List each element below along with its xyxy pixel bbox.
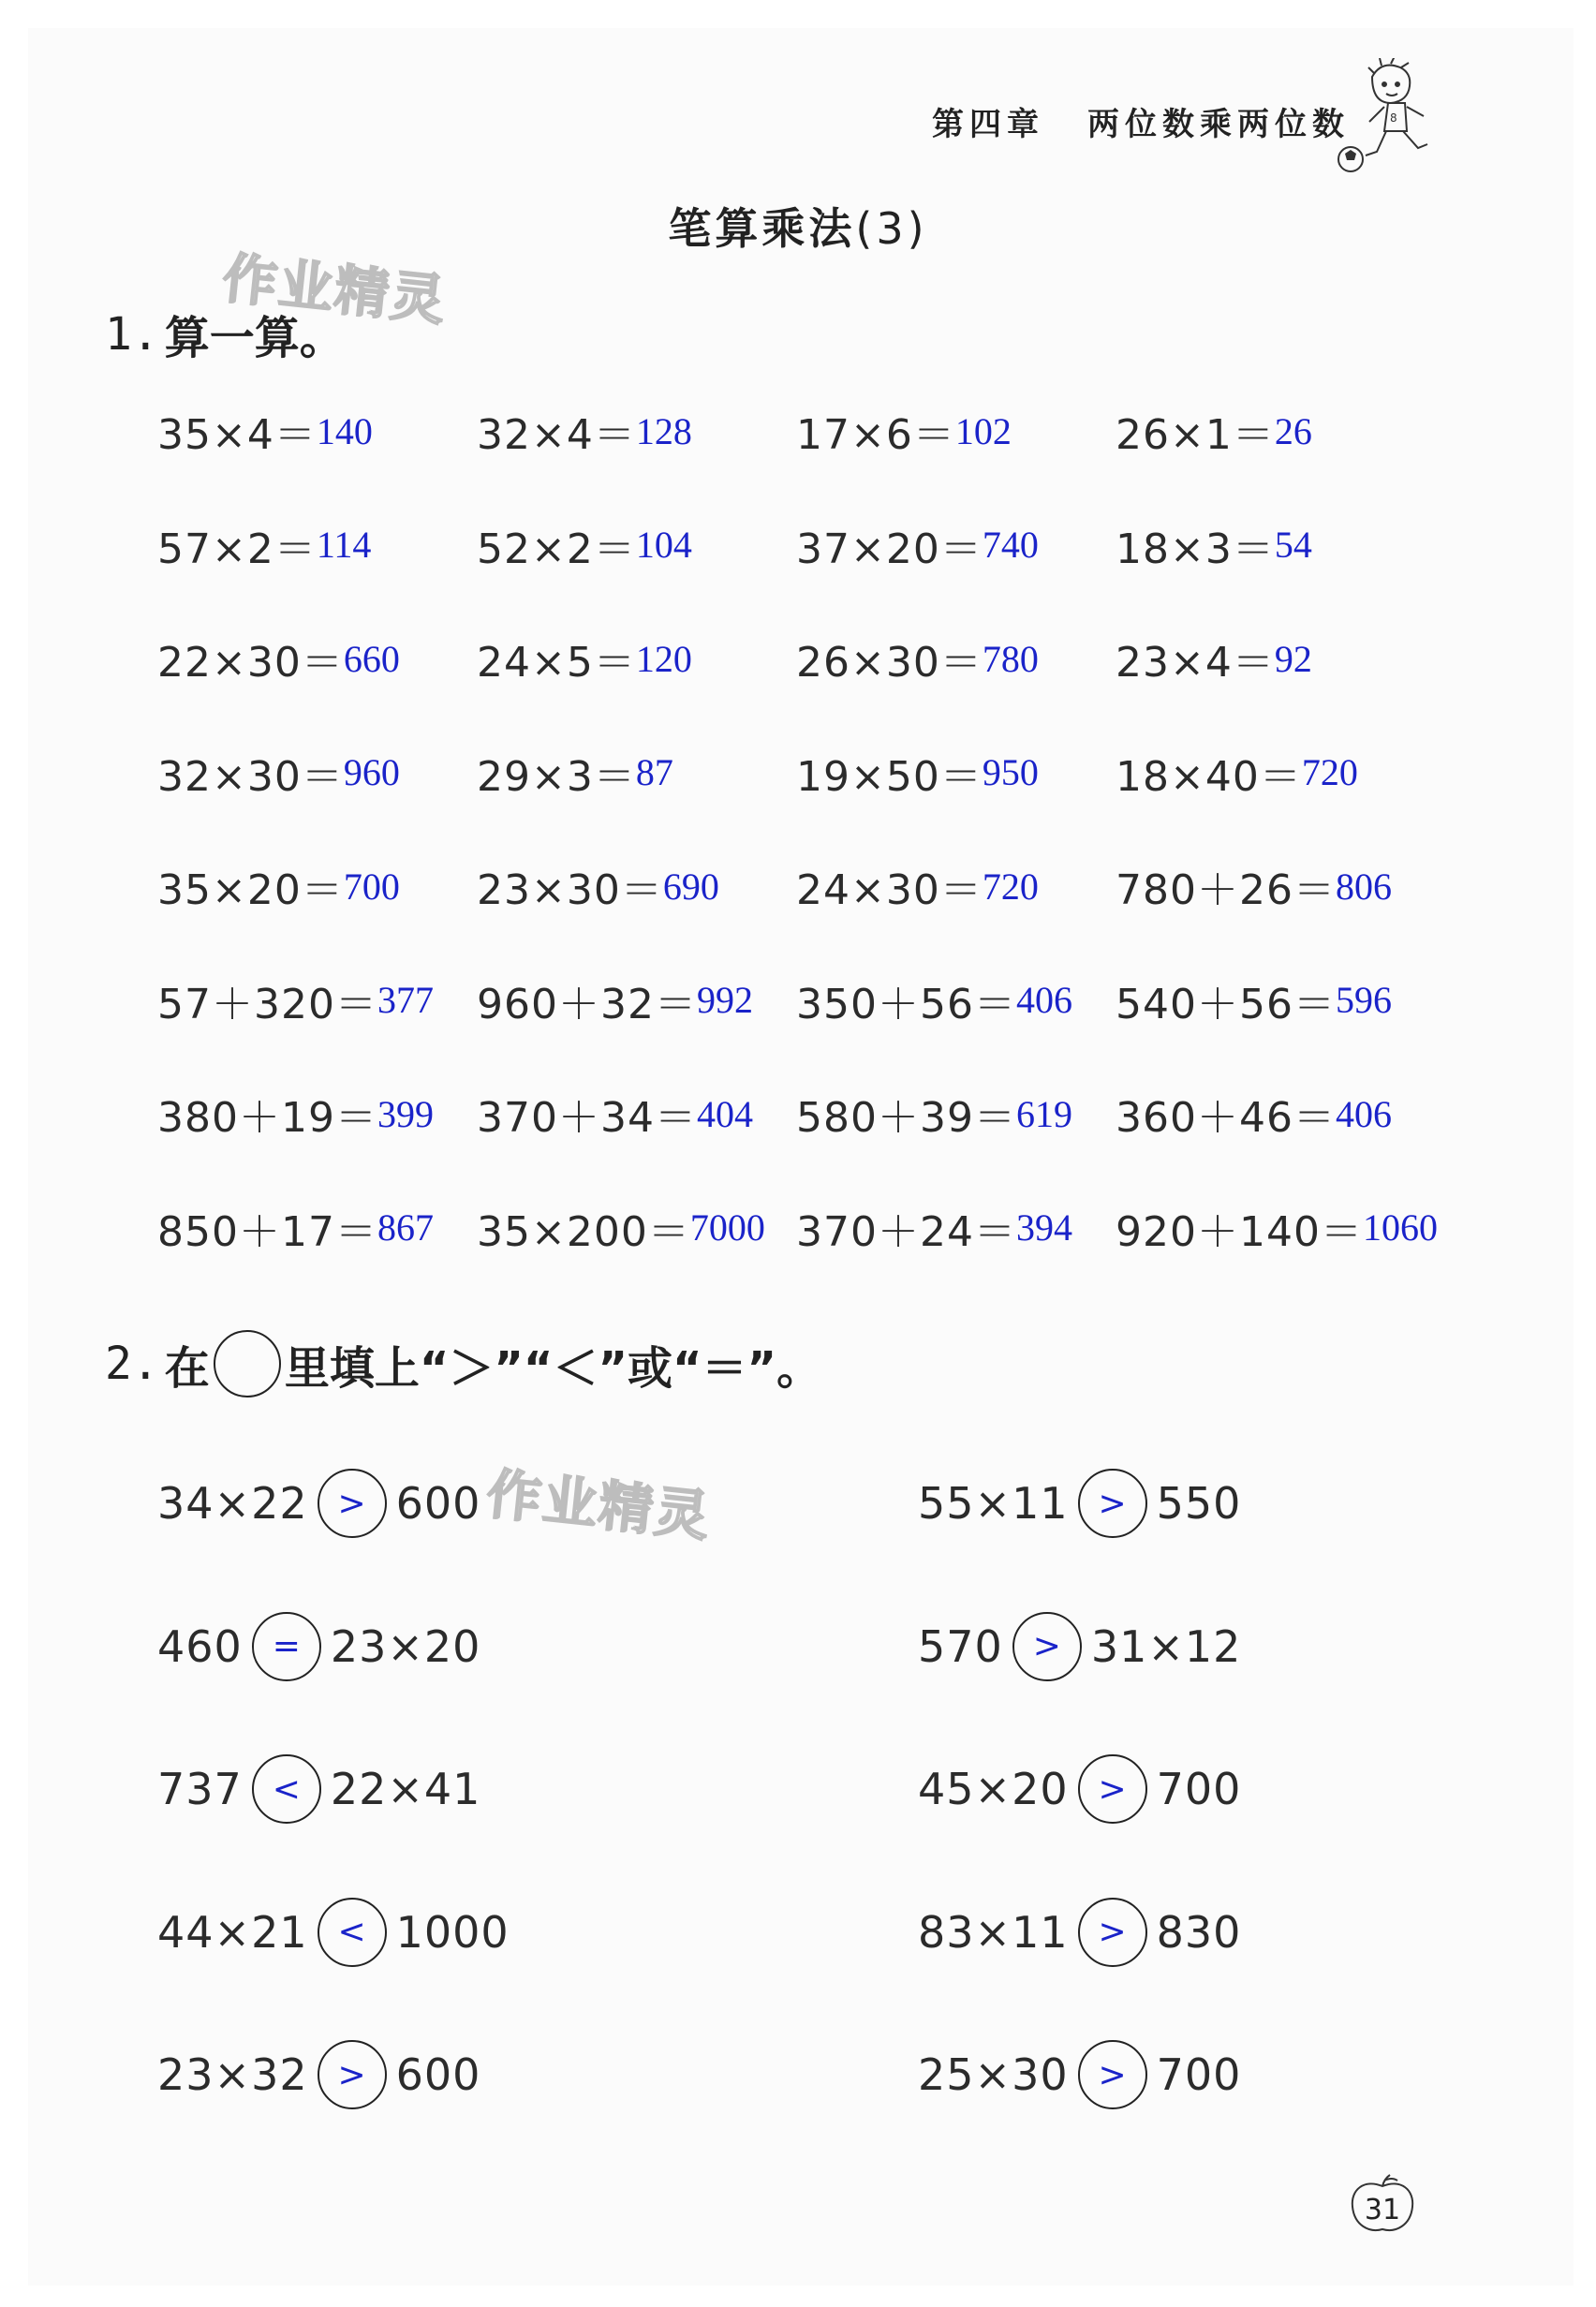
calc-answer: 780 [982,637,1039,680]
calc-expression: 350＋56＝ [796,980,1016,1028]
calc-expression: 580＋39＝ [796,1094,1016,1142]
calc-answer: 404 [696,1092,753,1135]
calc-answer: 1060 [1362,1206,1438,1249]
calc-item [1116,1086,1469,1142]
calc-item [796,745,1116,801]
comparison-sign-circle: = [252,1612,321,1681]
section1-number: 1. [105,307,159,361]
section2-label-after: 里填上“＞”“＜”或“＝”。 [284,1341,822,1395]
calc-answer: 700 [343,865,400,908]
calc-item [796,1200,1116,1256]
comparison-right: 700 [1156,1764,1242,1814]
watermark: 作业精灵 [483,1461,715,1549]
comparison-item [157,1609,918,1684]
calc-answer: 92 [1274,637,1312,680]
calc-expression: 17×6＝ [796,411,955,459]
calc-answer: 54 [1274,524,1312,566]
calc-answer: 950 [982,751,1039,793]
calc-expression: 540＋56＝ [1116,980,1336,1028]
calc-answer: 806 [1335,865,1392,908]
comparison-right: 830 [1156,1906,1242,1958]
comparison-left: 570 [918,1620,1003,1672]
calc-expression: 370＋34＝ [477,1094,697,1142]
calc-item [1116,858,1469,914]
calc-item [157,1086,477,1142]
calc-expression: 380＋19＝ [157,1094,377,1142]
calc-item [157,517,477,573]
comparison-right: 22×41 [330,1764,481,1814]
calc-expression: 57＋320＝ [157,980,377,1028]
comparison-item [157,1752,918,1826]
calc-item [796,403,1116,459]
calc-item [477,403,796,459]
comparison-left: 55×11 [918,1478,1069,1529]
calc-expression: 37×20＝ [796,525,983,573]
comparison-item [918,1466,1293,1541]
calc-expression: 960＋32＝ [477,980,697,1028]
comparison-item [918,1895,1293,1970]
comparison-right: 550 [1156,1478,1242,1529]
calc-answer: 26 [1274,409,1312,452]
comparison-left: 25×30 [918,2049,1069,2100]
calc-item [157,403,477,459]
comparison-sign-circle: > [1078,1754,1147,1824]
section2-heading [105,1330,821,1398]
svg-text:8: 8 [1390,111,1397,125]
calc-answer: 406 [1015,979,1072,1021]
comparison-item [918,1752,1293,1826]
calc-answer: 690 [662,865,719,908]
calc-expression: 850＋17＝ [157,1207,377,1256]
calc-answer: 992 [696,979,753,1021]
calc-answer: 406 [1335,1092,1392,1135]
calc-item [1116,517,1469,573]
soccer-boy-illustration [1330,58,1442,180]
comparison-left: 83×11 [918,1906,1069,1958]
calc-answer: 114 [316,524,372,566]
calc-item [477,858,796,914]
calc-answer: 128 [635,409,692,452]
chapter-label: 第四章 [932,106,1044,143]
calc-answer: 720 [1301,751,1358,793]
section2-label-before: 在 [164,1341,210,1395]
comparison-right: 600 [395,2049,481,2100]
calc-expression: 32×30＝ [157,752,344,801]
section1-label: 算一算。 [164,312,345,364]
chapter-header [932,98,1350,155]
calc-item [796,517,1116,573]
comparison-left: 737 [157,1764,243,1814]
comparison-sign-circle: > [318,2040,387,2109]
calc-answer: 120 [635,637,692,680]
calc-item [477,517,796,573]
calc-item [1116,1200,1469,1256]
page-number-badge [1345,2173,1420,2237]
chapter-topic: 两位数乘两位数 [1087,106,1350,143]
comparison-item [157,2037,918,2112]
comparison-right: 600 [395,1478,481,1529]
title-paren: (3) [855,203,928,254]
calc-answer: 720 [982,865,1039,908]
calc-expression: 24×30＝ [796,866,983,914]
comparison-sign-circle: > [1012,1612,1082,1681]
page-number: 31 [1364,2194,1401,2226]
calc-item [477,745,796,801]
comparison-right: 23×20 [330,1620,481,1672]
comparison-sign-circle: < [252,1754,321,1824]
calc-expression: 920＋140＝ [1116,1207,1363,1256]
calc-expression: 35×200＝ [477,1207,690,1256]
comparison-right: 700 [1156,2049,1242,2100]
calc-answer: 87 [635,751,673,793]
comparison-sign-circle: < [318,1898,387,1967]
calc-item [1116,745,1469,801]
calc-expression: 780＋26＝ [1116,866,1336,914]
comparison-left: 44×21 [157,1906,308,1958]
calc-expression: 22×30＝ [157,639,344,687]
calc-expression: 35×4＝ [157,411,317,459]
calc-item [477,630,796,687]
calc-item [157,858,477,914]
calc-answer: 596 [1335,979,1392,1021]
comparison-left: 460 [157,1620,243,1672]
comparison-right: 1000 [395,1906,510,1958]
calc-answer: 660 [343,637,400,680]
comparison-item [918,1609,1293,1684]
calc-item [157,630,477,687]
comparison-item [157,1895,918,1970]
comparison-sign-circle: > [318,1469,387,1538]
calc-item [796,858,1116,914]
calc-answer: 867 [377,1206,434,1249]
calc-answer: 102 [954,409,1012,452]
comparison-left: 45×20 [918,1764,1069,1814]
comparison-right: 31×12 [1090,1620,1242,1672]
calculation-grid [157,403,1469,1313]
section2-number: 2. [105,1338,159,1390]
blank-circle-icon [214,1330,281,1398]
comparison-sign-circle: > [1078,1469,1147,1538]
calc-expression: 29×3＝ [477,752,636,801]
calc-expression: 23×30＝ [477,866,663,914]
calc-item [796,1086,1116,1142]
comparison-sign-circle: > [1078,2040,1147,2109]
calc-expression: 23×4＝ [1116,639,1275,687]
calc-expression: 32×4＝ [477,411,636,459]
calc-item [477,1200,796,1256]
calc-expression: 26×1＝ [1116,411,1275,459]
calc-answer: 619 [1015,1092,1072,1135]
calc-expression: 26×30＝ [796,639,983,687]
calc-expression: 57×2＝ [157,525,317,573]
calc-item [477,1086,796,1142]
calc-item [796,972,1116,1028]
calc-answer: 399 [377,1092,434,1135]
calc-item [1116,630,1469,687]
comparison-left: 34×22 [157,1478,308,1529]
comparison-item [918,2037,1293,2112]
section1-heading [105,302,345,366]
calc-item [1116,403,1469,459]
calc-item [796,630,1116,687]
comparison-left: 23×32 [157,2049,308,2100]
calc-item [157,1200,477,1256]
calc-item [1116,972,1469,1028]
calc-answer: 104 [635,524,692,566]
calc-answer: 7000 [689,1206,765,1249]
calc-answer: 960 [343,751,400,793]
calc-answer: 740 [982,524,1039,566]
calc-expression: 18×40＝ [1116,752,1302,801]
calc-item [477,972,796,1028]
calc-answer: 377 [377,979,434,1021]
comparison-sign-circle: > [1078,1898,1147,1967]
calc-item [157,972,477,1028]
watermark: 作业精灵 [219,245,451,333]
calc-answer: 394 [1015,1206,1072,1249]
calc-answer: 140 [316,409,373,452]
comparison-grid [157,1466,1281,2181]
comparison-item [157,1466,918,1541]
calc-expression: 360＋46＝ [1116,1094,1336,1142]
calc-item [157,745,477,801]
calc-expression: 19×50＝ [796,752,983,801]
calc-expression: 24×5＝ [477,639,636,687]
title-text: 笔算乘法 [668,203,856,254]
calc-expression: 52×2＝ [477,525,636,573]
calc-expression: 18×3＝ [1116,525,1275,573]
calc-expression: 370＋24＝ [796,1207,1016,1256]
calc-expression: 35×20＝ [157,866,344,914]
